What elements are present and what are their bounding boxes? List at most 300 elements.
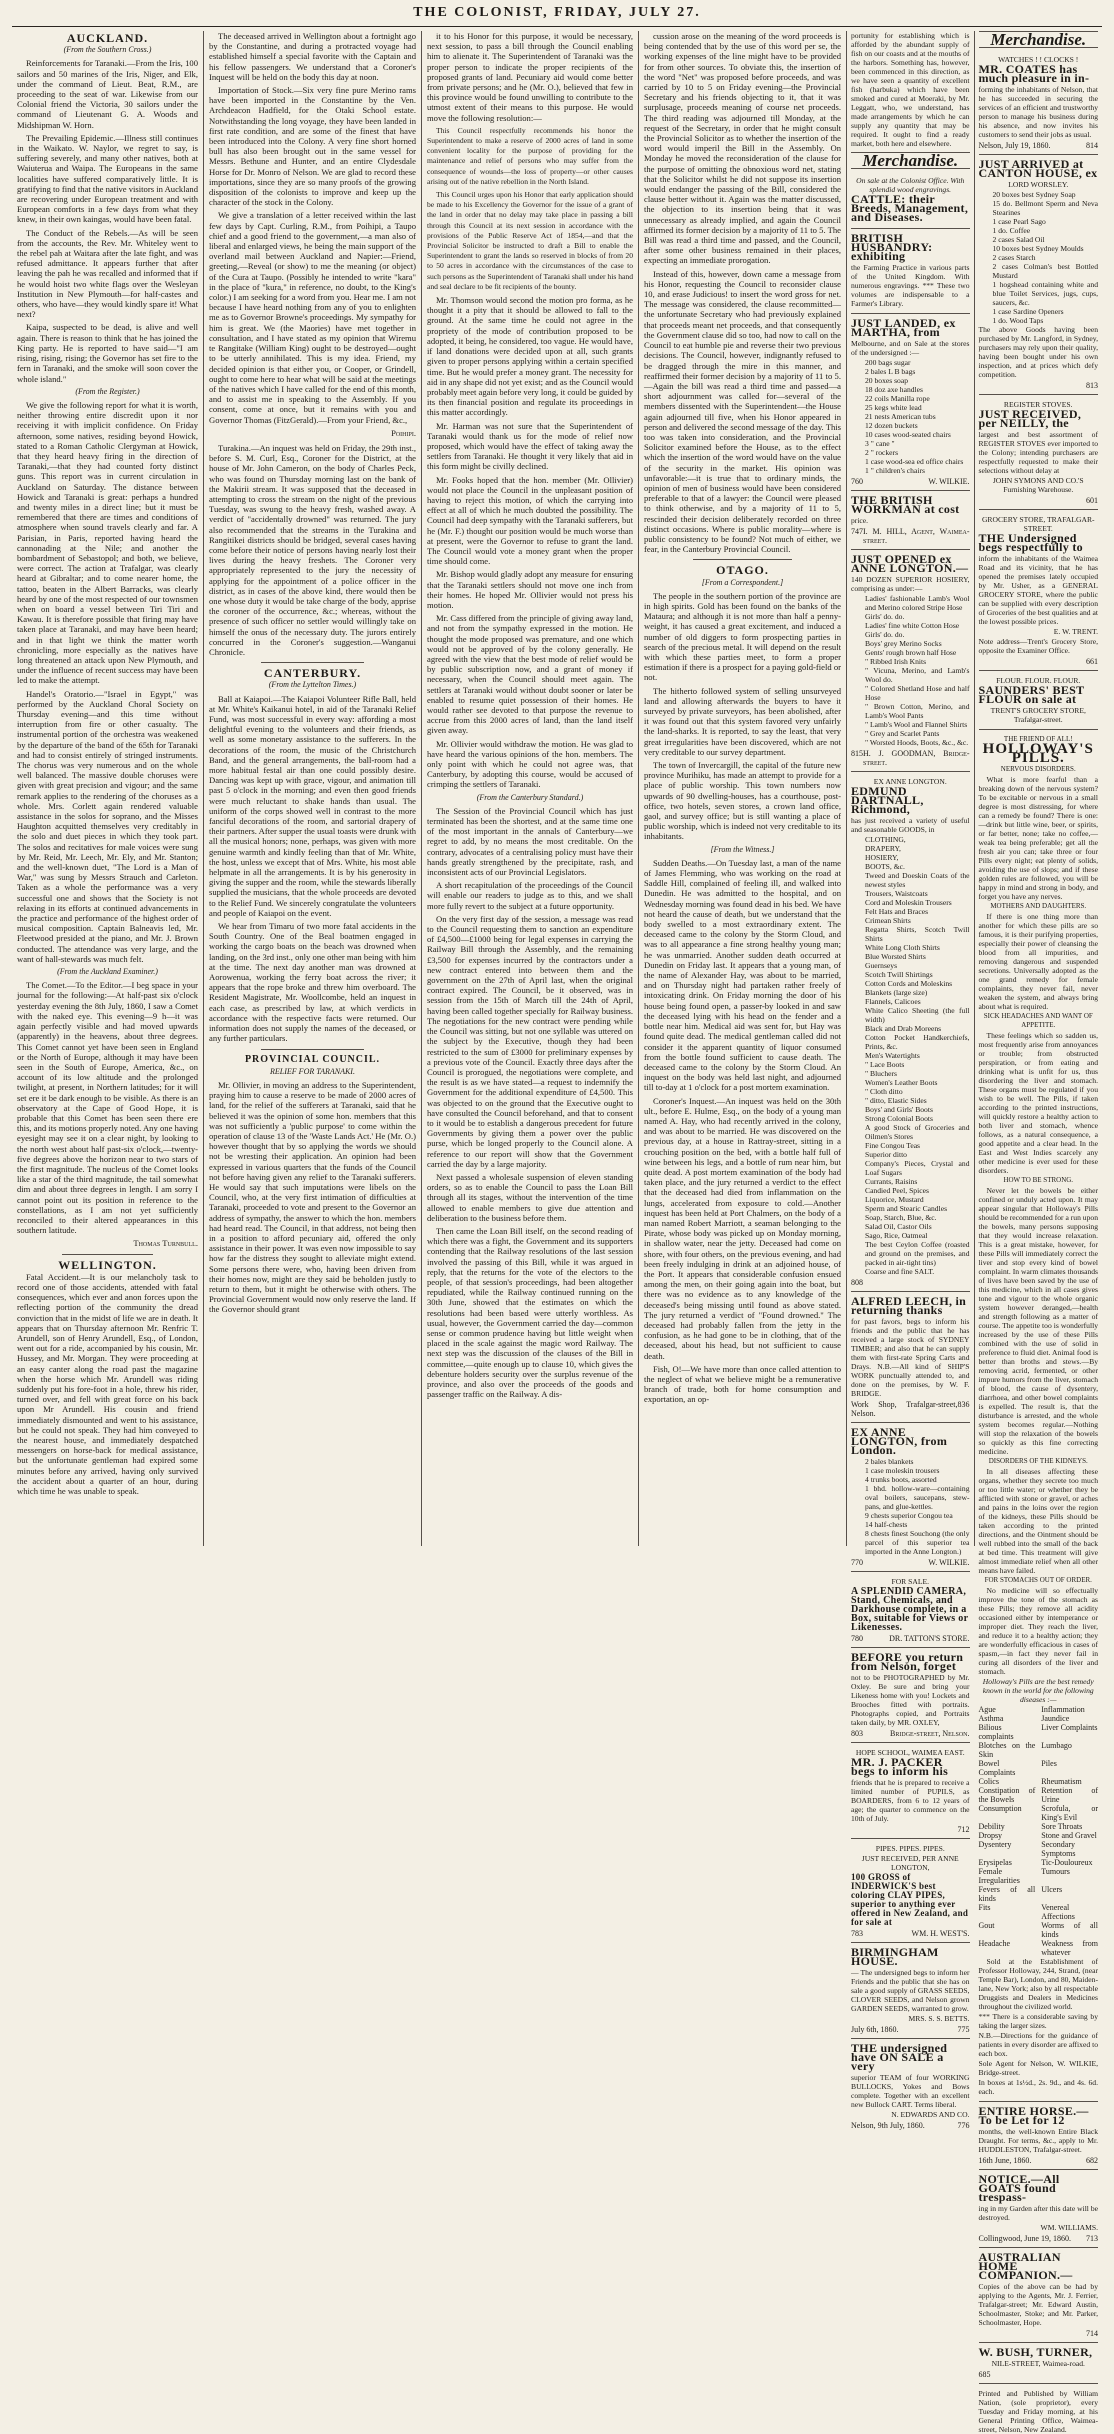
- ad-body: What is more fearful than a breaking down of the nervous system? To be excitable or nervous in a small degree is most distressing, for where can a remedy be found? There is one:—drink but little wine, beer, or spirits, or far better, none; take no coffee,—weak tea being preferable; get all the fresh air you can; take three or four Pills every night; eat plenty of solids, avoiding the use of slops; and if these golden rules are followed, you will be happy in mind and strong in body, and forget you have any nerves.: [978, 775, 1098, 901]
- list-item: Tweed and Doeskin Coats of the newest styles: [865, 871, 970, 889]
- ad-pre: FLOUR. FLOUR. FLOUR.: [996, 676, 1081, 685]
- list-item: Constipation of the Bowels: [978, 1786, 1036, 1804]
- source-line: (From the Lyttelton Times.): [268, 680, 357, 690]
- ad-grocery-store: [979, 512, 1099, 671]
- ad-pre: FOR SALE.: [891, 1577, 930, 1586]
- ad-number: 770: [851, 1558, 863, 1567]
- article-paragraph: The deceased arrived in Wellington about a fortnight ago by the Constantine, and during a protracted voyage had established himself a special favorite with the Captain and his fellow passengers. We understand that a Coroner's Inquest will be held on the body this day at noon.: [209, 31, 416, 82]
- list-item: Debility: [978, 1822, 1005, 1831]
- ad-body: Sold at the Establishment of Professor Holloway, 244, Strand, (near Temple Bar), London, and 80, Maiden-lane, New York; also by all respectable Druggists and Dealers in Medicines throughout the civilized world.: [978, 1957, 1098, 2011]
- list-item: Colics: [978, 1777, 999, 1786]
- ad-date: Collingwood, June 19, 1860.: [978, 2234, 1071, 2243]
- list-item: Ladies' fashionable Lamb's Wool and Merino colored Stripe Hose: [865, 594, 970, 612]
- ad-signature: WM. WILLIAMS.: [1040, 2223, 1098, 2232]
- ad-footer: [979, 2234, 1099, 2243]
- columns: [12, 30, 1102, 2434]
- article-paragraph: Mr. Cass differed from the principle of giving away land, and not from the sympathy expressed in the motion. He thought the mode proposed was premature, and one which would not be approved of by the colony generally. He agreed with the view that the best mode of relief would be by public subscription now, and a grant of money if necessary, when the Council should meet again. The settlers at Taranaki would without doubt sooner or later be enabled to resume quiet possession of their homes. He would rather see devoted to that purpose the revenue to accrue from this 2000 acres of land, than the land itself given away.: [427, 613, 633, 736]
- list-item: CLOTHING,: [865, 835, 906, 844]
- list-item: 14 half-chests: [865, 1520, 908, 1529]
- list-item: 1 " children's chairs: [865, 466, 925, 475]
- divider: [62, 1254, 153, 1255]
- section-title-wellington: WELLINGTON.: [58, 1257, 157, 1272]
- ad-body: price.: [851, 516, 869, 525]
- divider: [261, 662, 365, 663]
- list-item: Erysipelas: [978, 1858, 1012, 1867]
- ad-body: has just received a variety of useful and seasonable GOODS, in: [851, 816, 970, 834]
- list-item: 18 doz axe handles: [865, 385, 923, 394]
- source-line: (From the Auckland Examiner.): [57, 967, 158, 977]
- ad-signature: WM. H. WEST'S.: [911, 1929, 970, 1938]
- list-item: Gents' rough brown half Hose: [865, 648, 957, 657]
- list-item: 10 cases wood-seated chairs: [865, 430, 951, 439]
- list-item: Men's Watertights: [865, 1051, 920, 1060]
- list-item: Tic-Douloureux: [1041, 1858, 1093, 1867]
- ad-body: Sole Agent for Nelson, W. WILKIE, Bridge-street.: [978, 2059, 1098, 2077]
- ad-number: 776: [957, 2121, 970, 2130]
- list-item: 2 cases Starch: [992, 253, 1036, 262]
- list-item: Secondary Symptoms: [1041, 1840, 1076, 1858]
- resolution-text: This Council urges upon his Honor that early application should be made to his Excellency the Governor for the issue of a grant of the land in order that no delay may take place in passing a bill through this Council at its next session in accordance with the provisions of the Public Reserve Act of 1854,—and that the Provincial Solicitor be instructed to draft a Bill to enable the Superintendent to grant the lands so reserved in blocks of from 20 to 50 acres in accordance with the circumstances of the case to such persons as the Superintendent of Taranaki shall under his hand and seal declare to be fit recipients of the bounty.: [427, 190, 633, 291]
- ad-birmingham: [851, 1945, 970, 2039]
- ad-number: 780: [851, 1634, 863, 1643]
- ad-body: These feelings which so sadden us, most frequently arise from annoyances or trouble; from obstructed perspiration, or from eating and drinking what is unfit for us, thus disordering the liver and stomach. These organs must be regulated if you wish to be well. The Pills, if taken according to the printed instructions, will quickly restore a healthy action to both liver and stomach, whence follows, as a natural consequence, a good appetite and a clear head. In the East and West Indies scarcely any other medicine is ever used for these disorders.: [978, 1031, 1098, 1175]
- list-item: HOSIERY,: [865, 853, 899, 862]
- list-item: 8 chests finest Souchong (the only parcel of this superior tea imported in the Anne Longton.): [865, 1529, 970, 1556]
- ad-number: 714: [1086, 2329, 1098, 2338]
- list-item: Soap, Starch, Blue, &c.: [865, 1213, 937, 1222]
- list-item: Bowel Complaints: [978, 1759, 1016, 1777]
- column-4: [639, 31, 847, 1546]
- list-item: Gout: [978, 1921, 995, 1930]
- ad-subhead: MOTHERS AND DAUGHTERS.: [990, 902, 1087, 910]
- list-item: Cotton Pocket Handkerchiefs, Prints, &c.: [865, 1033, 970, 1051]
- ad-title: THE undersigned have ON SALE a very: [851, 2041, 948, 2073]
- list-item: Retention of Urine: [1041, 1786, 1098, 1804]
- article-paragraph: Mr. Thomson would second the motion pro forma, as he thought it a pity that it should be allowed to fall to the ground. At the same time he could not agree in the propriety of the mode of contribution proposed to be adopted, it being, he considered, too vague. He would have, if land donations were decided upon at all, such grants given to proper persons applying within a certain specified time. But he would prefer a money grant. The necessity for aid in any shape did not yet exist; and as the Council would probably meet again before very long, it could be guided by its then financial position and regulate its proceedings in this matter accordingly.: [427, 295, 633, 418]
- ad-number: 783: [851, 1929, 863, 1938]
- ad-number: 747: [851, 527, 863, 536]
- list-item: " Grey and Scarlet Pants: [865, 729, 940, 738]
- list-item: Salad Oil, Castor Oils: [865, 1222, 932, 1231]
- article-paragraph: Reinforcements for Taranaki.—From the Iris, 100 sailors and 50 marines of the Iris, Niger, and Elk, under the command of Lieut. Beat, R.M., are proceeding to the seat of war. Likewise from our Colonial friend the Victoria, 30 sailors under the command of Lieutenant G. A. Woods and Midshipman W. Horn.: [17, 58, 198, 130]
- ad-holloway: [979, 732, 1099, 2102]
- list-item: Ulcers: [1041, 1885, 1063, 1894]
- ad-signature: Work Shop, Trafalgar-street, Nelson.: [851, 1400, 958, 1418]
- ad-number: 815: [851, 749, 863, 758]
- ad-footer: [851, 1729, 970, 1738]
- list-item: Lumbago: [1041, 1741, 1072, 1750]
- ad-dartnall: [851, 774, 970, 1292]
- article-paragraph: Sudden Deaths.—On Tuesday last, a man of the name of James Flemming, who was working on the road at Saddle Hill, complained of feeling ill, and walked into Dunedin. He was admitted to the hospital, and on Wednesday morning was found dead in his bed. We have not heard the cause of death, but we understand that the body swelled to a most extraordinary extent. The deceased came to the colony by the Storm Cloud, and was to all appearance a fine strong healthy young man; he was unmarried. Another sudden death occurred at Dunedin on Friday last. It appears that a young man, of the name of Alexander Hay, was about to be married, and on Thursday night had partaken rather freely of intoxicating drink. On Friday morning the door of his house being found open, a passer-by looked in and saw the deceased lying with his head on the fender and a bottle near him. Medical aid was sent for, but Hay was found quite dead. The medical gentleman called did not consider it the apparent quantity of liquor consumed from the bottle found sufficient to cause death. The deceased came to the colony by the Storm Cloud. An inquest on the body was held last night, and adjourned till to-day at 1 o'clock for a post mortem examination.: [644, 857, 841, 1093]
- ad-number: 760: [851, 477, 863, 486]
- list-item: 9 chests superior Congou tea: [865, 1511, 953, 1520]
- article-paragraph: cussion arose on the meaning of the word proceeds is being contended that by the use of this word per se, the working expenses of the line might have to be provided for from other sources. To obviate this, the insertion of the word "Net" was proposed before proceeds, and was carried by 10 to 5 on Friday evening—the Provincial Secretary and his friends objecting to it, that it was surplusage, proceeds meaning of course net proceeds. The third reading was adjourned till Monday, at the request of the Secretary, in order that he might consult the Provincial Solicitor as to whether the insertion of the word would imperil the Bill in the Assembly. On Monday he moved the reconsideration of the clause for the purpose of omitting the obnoxious word net, stating that the Solicitor whilst he did not suppose its insertion would endanger the passing of the Bill, considered the clause better without it. Again was the matter discussed, the objection to its insertion being that it was unnecessary as already implied, and again the Council affirmed its former decision by a majority of 11 to 5. The Bill was read a third time and passed, and the Council, after some other business remained in their places, expecting an immediate prorogation.: [644, 31, 841, 266]
- ad-title: EDMUND DARTNALL, Richmond,: [851, 784, 924, 816]
- list-item: White Calico Sheeting (the full width): [865, 1006, 970, 1024]
- ad-signature: I. M. HILL, Agent, Waimea-street.: [863, 527, 970, 545]
- list-item: Boys' and Girls' Boots: [865, 1105, 933, 1114]
- ad-body: friends that he is prepared to receive a limited number of PUPILS, as BOARDERS, from 6 to 12 years of age; the quarter to commence on the 10th of July.: [851, 1778, 970, 1823]
- list-item: Black and Drab Moreens: [865, 1024, 942, 1033]
- ad-number: 712: [957, 1825, 970, 1834]
- ad-signature: Bridge-street, Nelson.: [890, 1729, 970, 1738]
- list-item: Ladies' fine white Cotton Hose: [865, 621, 960, 630]
- article-paragraph: Fatal Accident.—It is our melancholy task to record one of those accidents, attended with fatal consequences, which ever and anon forces upon the reflecting portion of the community the dread conviction that in the midst of life we are in death. It appears that on Thursday afternoon Mr. Renfric T. Arundell, son of Henry Arundell, Esq., of London, went out for a ride, accompanied by his cousin, Mr. Hussey, and Mr. Morgan. They were proceeding at an easy canter along the road past the magazine when the horse which Mr. Arundell was riding suddenly put his fore-foot in a hole, threw his rider, turned over, and fell with great force on his back upon Mr Arundell. His cousin and friend immediately dismounted and went to his assistance, but he could not speak. They had him conveyed to the nearest house, and immediately despatched messengers on horse-back for medical assistance, but the unfortunate gentleman had expired some minutes before any arrived, having only survived the accident about a quarter of an hour, during which time he was unable to speak.: [17, 1271, 198, 1497]
- ad-date: July 6th, 1860.: [851, 2025, 899, 2034]
- ads-left: [847, 31, 975, 2130]
- list-item: Ague: [978, 1705, 996, 1714]
- column-1: [12, 31, 204, 1546]
- ad-pre: REGISTER STOVES.: [1003, 400, 1073, 409]
- list-item: 2 cases Salad Oil: [992, 235, 1045, 244]
- list-item: Weakness from whatever: [1041, 1939, 1098, 1957]
- list-item: Girls' do. do.: [865, 630, 905, 639]
- list-item: 4 trunks boots, assorted: [865, 1475, 937, 1484]
- list-item: 1 do. Wood Taps: [992, 316, 1044, 325]
- source-line: [From a Correspondent.]: [701, 577, 784, 587]
- list-item: Blotches on the Skin: [978, 1741, 1036, 1759]
- article-paragraph: Turakina.—An inquest was held on Friday, the 29th inst., before S. M. Curl, Esq., Coroner for the District, at the house of Mr. John Cameron, on the body of Charles Peck, who was found on Thursday morning last on the bank of the Makirii stream. It was supposed that the deceased in attempting to cross the stream on the night of the previous Tuesday, was swung to the heavy fresh, washed away. A verdict of "accidentally drowned" was returned. The jury also recommended that the streams in the Turakina and Rangitikei districts should be bridged, several cases having come before their notice of persons having nearly lost their lives during the heavy freshets. The Coroner very appropriately represented to the jury the necessity of applying for the appointment of a police officer in the district, as in cases of the above kind, there would then be one whose duty it would be take charge of the body, apprise the coroner of the occurrence, &c.; whereas, without the presence of such officer no settler would willingly take on himself the onus of the necessary duty. The jurors entirely concurred in the Coroner's suggestion.—Wanganui Chronicle.: [209, 442, 416, 657]
- ad-footer: [851, 2121, 970, 2130]
- ad-signature: JOHN SYMONS AND CO.'S Furnishing Warehouse.: [992, 476, 1084, 494]
- goods-list: [851, 594, 970, 747]
- article-paragraph: A short recapitulation of the proceedings of the Council will enable our readers to judge as to this, and we shall more fully revert to the subject at a future opportunity.: [427, 880, 633, 911]
- list-item: " Vicuna, Merino, and Lamb's Wool do.: [865, 666, 970, 684]
- ad-footer: [979, 2156, 1099, 2165]
- ad-pre: EX ANNE LONGTON.: [873, 777, 947, 786]
- ad-home-companion: [979, 2250, 1099, 2343]
- ad-title: NOTICE.—All GOATS found trespass-: [978, 2172, 1060, 2204]
- ad-number: 682: [1086, 2156, 1098, 2165]
- article-paragraph: The Comet.—To the Editor.—I beg space in your journal for the following:—At half-past six o'clock yesterday evening the 8th July, 1860, I saw a Comet with the naked eye. This evening—9 h—it was again perfectly visible and had moved upwards (apparently) in the heavens, about three degrees. This Comet cannot yet have been seen in England or the North of Europe, although it may have been seen in the South of Europe, America, &c., on account of its low altitude and the prolonged twilight, at present, in Northern latitudes; for it will set ere it be dark enough to be visible. As there is an observatory at the Cape of Good Hope, it is probable that this Comet has been seen there ere this, and its motions properly noted. Any one having eyesight may see it on a clear night, by looking to the north west about half past-six o'clock,—twenty-five degrees above the horizon near to two stars of the first magnitude. The nucleus of the Comet looks like a star of the third magnitude, the tail somewhat dim and about three degrees in length. I am sorry I cannot point out its position in reference to the constellations, as I am not yet sufficiently reconciled to their altered appearances in this southern latitude.: [17, 980, 198, 1236]
- ad-longton-london: [851, 1425, 970, 1572]
- ad-number: 813: [1086, 381, 1098, 390]
- article-paragraph: Fish, O!—We have more than once called attention to the neglect of what we believe might be a remunerative branch of trade, both for home consumption and exportation, an op-: [644, 1363, 841, 1405]
- list-item: Liquorice, Mustard: [865, 1195, 924, 1204]
- ad-hosiery: [851, 552, 970, 772]
- article-paragraph: The Session of the Provincial Council which has just terminated has been the shortest, and at the same time one of the most important in the annals of Canterbury—we regret to add, by no means the most creditable. On the contrary, advocates of a centralising policy must have their hands greatly strengthened by the precipitate, rash, and inconsistent acts of our Provincial Legislators.: [427, 805, 633, 878]
- list-item: Women's Leather Boots: [865, 1078, 938, 1087]
- article-paragraph: Importation of Stock.—Six very fine pure Merino rams have been imported in the Constantine by the Ven. Archdeacon Hadfield, for the Otaki School estate. Notwithstanding the long voyage, they have been landed in first rate condition, and are some of the finest that have been introduced into the Colony. A very fine short horned bull has also been brought out in the same vessel for Messrs. Bethune and Hunter, and an entire Clydesdale Horse for Dr. Monro of Nelson. We are glad to record these importations, since they are so many proofs of the growing disposition of the colonists to improve and keep up the character of the stock in the Colony.: [209, 85, 416, 208]
- ad-number: 803: [851, 1729, 863, 1738]
- list-item: " Lace Boots: [865, 1060, 905, 1069]
- list-item: Jaundice: [1041, 1714, 1070, 1723]
- ad-number: 775: [957, 2025, 970, 2034]
- ad-body: NILE-STREET, Waimea-road.: [991, 2359, 1085, 2368]
- list-item: Worms of all kinds: [1041, 1921, 1098, 1939]
- disease-list: [979, 1705, 1099, 1957]
- ad-cattle: [851, 173, 970, 229]
- ad-bullocks: [851, 2041, 970, 2134]
- ad-signature: H. J. GOODMAN, Bridge-street.: [863, 749, 970, 767]
- list-item: Headache: [978, 1939, 1011, 1948]
- list-item: Regatta Shirts, Scotch Twill Shirts: [865, 925, 970, 943]
- ad-body: In all diseases affecting these organs, whether they secrete too much or too little water; or whether they be afflicted with stone or gravel, or aches and pains in the loins over the region of the kidneys, these Pills should be taken according to the printed directions, and the Ointment should be well rubbed into the small of the back at bed time. This treatment will give almost immediate relief when all other means have failed.: [978, 1467, 1098, 1575]
- list-item: 10 boxes best Sydney Moulds: [992, 244, 1084, 253]
- list-item: Blue Worsted Shirts: [865, 952, 926, 961]
- source-line: (From the Register.): [75, 386, 140, 396]
- ad-camera: [851, 1574, 970, 1648]
- ad-subhead: HOW TO BE STRONG.: [1003, 1176, 1074, 1184]
- ad-pre: WATCHES ! ! CLOCKS !: [998, 55, 1079, 64]
- ad-coates: [979, 52, 1099, 155]
- source-line: (From the Southern Cross.): [63, 45, 152, 55]
- ad-body: not to be PHOTOGRAPHED by Mr. Oxley. Be sure and bring your Likeness home with you! Lockets and Brooches fitted with portraits. Photographs copied, and Portraits taken daily, by MR. OXLEY,: [851, 1673, 970, 1727]
- list-item: 20 boxes best Sydney Soap: [992, 190, 1076, 199]
- list-item: 200 bags sugar: [865, 358, 911, 367]
- ad-entire-horse: [979, 2104, 1099, 2170]
- list-item: 2 cases Colman's best Bottled Mustard: [992, 262, 1098, 280]
- signature: Thomas Turnbull.: [133, 1238, 198, 1249]
- section-title-auckland: AUCKLAND.: [66, 31, 149, 45]
- ads-right: [975, 30, 1103, 2434]
- ad-signature: W. WILKIE.: [928, 477, 970, 486]
- ad-footer: [979, 141, 1099, 150]
- list-item: 21 nests American tubs: [865, 412, 936, 421]
- article-paragraph: Coroner's Inquest.—An inquest was held on the 30th ult., before E. Hulme, Esq., on the body of a young man named A. Hay, who had recently arrived in the colony, and was about to be married. He was discovered on the previous day, at a house in Rattray-street, sitting in a crouching position on the bed, with a bottle half full of wine between his legs, and a bottle of rum near him, but quite dead. A post mortem examination of the body had taken place, and the jury returned a verdict to the effect that the deceased had died from inflammation on the lungs, accelerated from exposure to cold.—Another inquest has been held at Port Chalmers, on the body of a man named Robert Marriott, a seaman belonging to the Pirate, whose body was picked up on Monday morning, in shallow water, near the jetty. Deceased had come on shore, with four others, on the previous evening, and had been freely indulging in drink at an adjoined house, of the Port. It appears that considerable confusion ensued among the men, on their going again into the boat, but there was no evidence as to any knowledge of the deceased's being missing until found as above stated. The jury returned a verdict of "Found drowned." The deceased had probably fallen from the jetty in the confusion, as he had gone to be in clothing, that of the deceased, about his head, but not sufficient to cause death.: [644, 1095, 841, 1361]
- source-line: (From the Canterbury Standard.): [476, 792, 584, 802]
- ad-body: On sale at the Colonist Office. With splendid wood engravings.: [856, 176, 965, 194]
- article-paragraph: We give a translation of a letter received within the last few days by Capt. Curling, R.M., from Poihipi, a Taupo chief and a good friend to the government,—a man also of liberal and enlarged views, he being the main support of the overland mail between Auckland and Napier:—Friend, greeting,—Reveal (or show) to me the meaning (or object) of the Cura at Taupo. (Possibly he intended to write "kara" in the place of "kura," in reference, no doubt, to the King's color.) I am seeking for a word from you. Hear me. I am not because I have heard nothing from any of you to enlighten me as to Governor Browne's proceedings. My sympathy for him is great. We (the Maories) have met together in consultation, and I have stated as my opinion that Wiremu te Rangitake (William King) ought to be destroyed—ought to be utterly annihilated. This is my idea. Friend, my decided opinion is that either you, or Cooper, or Grindell, ought to come here to hear what will be said at the meetings of the natives which I have called for the end of this month, and to assist me in speaking to the Assembly. If you consent, come at once, but it remains with you and Governor Thomas (FitzGerald).—From your Friend, &c.,: [209, 210, 416, 425]
- ad-body: inform the inhabitants of the Waimea Road and its vicinity, that he has opened the premises lately occupied by Mr. Usher, as a GENERAL GROCERY STORE, where the public can be supplied with every description of Groceries of the best qualities and at the lowest possible prices.: [978, 554, 1098, 626]
- section-title-otago: OTAGO.: [716, 563, 769, 578]
- goods-list: [851, 835, 970, 1276]
- ad-number: 836: [957, 1400, 970, 1409]
- ad-flour: [979, 673, 1099, 730]
- ad-bush-turner: [979, 2345, 1099, 2384]
- ad-body: forming the inhabitants of Nelson, that he has succeeded in securing the services of an efficient and trustworthy person to manage his business during his absence, and now invites his customers to send their jobs as usual.: [978, 85, 1098, 139]
- article-paragraph: The Conduct of the Rebels.—As will be seen from the accounts, the Rev. Mr. Whiteley went to the rebel pah at Waitara after the late fight, and was refused admittance. It appears further that after leaving the pah he was recalled and informed that if he would hoist two white flags over the Wesleyan Institution in New Plymouth—for half-castes and others, who have—they would kindly spare it! What next?: [17, 227, 198, 320]
- ad-body: In boxes at 1s½d., 2s. 9d., and 4s. 6d. each.: [978, 2078, 1098, 2096]
- list-item: Bilious complaints: [978, 1723, 1014, 1741]
- list-item: Tumours: [1041, 1867, 1070, 1876]
- ad-body: LORD WORSLEY.: [1008, 180, 1069, 189]
- article-paragraph: The town of Invercargill, the capital of the future new province Murihiku, has made an attempt to provide for a place of public worship. This town numbers now upwards of 90 dwelling-houses, has a courthouse, post-office, two hotels, seven stores, a crown land office, gaol, and survey office; but is still wanting a place of public worship, which is indeed not very creditable to its inhabitants.: [644, 760, 841, 842]
- list-item: 12 dozen buckets: [865, 421, 918, 430]
- list-item: Venereal Affections: [1041, 1903, 1075, 1921]
- ad-date: 16th June, 1860.: [978, 2156, 1032, 2165]
- resolution-text: This Council respectfully recommends his honor the Superintendent to make a reserve of 2000 acres of land in some convenient locality for the purpose of providing for the maintenance and relief of persons who may suffer from the consequence of wounds—the loss of property—or other causes arising out of the native rebellion in the North Island.: [427, 125, 633, 186]
- list-item: 2 " rockers: [865, 448, 899, 457]
- article-paragraph: Handel's Oratorio.—"Israel in Egypt," was performed by the Auckland Choral Society on Thursday evening—and this time without interruption from fire or other casualty. The instrumental portion of the orchestra was weakened by the departure of the band of the 65th for Taranaki and had to consist entirely of stringed instruments. The chorus was very numerous and on the whole well balanced. The massive double choruses were given with great precision and vigour; and the same remark applies to the rendering of the choruses as a whole. Mrs. Corlett again rendered valuable assistance in the solos for soprano, and the Misses Haughton acquitted themselves very creditably in the solo and duet pieces in which they took part. The solos and recitatives for male voices were sung by Mr. Reid, Mr. Leech, Mr. Ely, and Mr. Stanton; and the well-known duet, "The Lord is a Man of War," was sung by Messrs Strauch and Carleton. Taken as a whole the performance was a very successful one and shows that the Society is not relaxing in its efforts at continued advancements in the practice and performance of the highest order of musical composition. Captain Balneavis led, Mr. Fleetwood presided at the piano, and Mr. J. Brown conducted. The attendance was very large, and the want of hall-stewards was much felt.: [17, 688, 198, 964]
- list-item: " Lamb's Wool and Flannel Shirts: [865, 720, 968, 729]
- ad-number: 814: [1086, 141, 1098, 150]
- ad-body: months, the well-known Entire Black Draught. For terms, &c., apply to Mr. HUDDLESTON, Trafalgar-street.: [978, 2127, 1098, 2154]
- ad-body: ing in my Garden after this date will be destroyed.: [978, 2204, 1098, 2222]
- ad-subhead: DISORDERS OF THE KIDNEYS.: [988, 1457, 1088, 1465]
- ad-title: EX ANNE LONGTON, from London.: [851, 1425, 948, 1457]
- list-item: Fevers of all kinds: [978, 1885, 1036, 1903]
- ad-signature: W. WILKIE.: [928, 1558, 970, 1567]
- ad-pre: THE FRIEND OF ALL!: [1003, 735, 1073, 743]
- list-item: 3 " cane ": [865, 439, 895, 448]
- ad-footer: [979, 2329, 1099, 2338]
- list-item: Cord and Moleskin Trousers: [865, 898, 952, 907]
- ad-title: JUST RECEIVED, per NEILLY, the: [978, 407, 1082, 430]
- list-item: Stone and Gravel: [1041, 1831, 1097, 1840]
- ad-body: largest and best assortment of REGISTER STOVES ever imported to the Colony; intending purchasers are respectfully requested to make their selections without delay at: [978, 430, 1098, 475]
- ad-british-workman: [851, 493, 970, 550]
- ad-husbandry: [851, 231, 970, 314]
- ad-body: superior TEAM of four WORKING BULLOCKS, Yokes and Bows complete. Together with an excellent new Bullock CART. Terms liberal.: [851, 2073, 970, 2109]
- list-item: Girls' do. do.: [865, 612, 905, 621]
- ad-body: — The undersigned begs to inform her Friends and the public that she has on sale a good supply of GRASS SEEDS, CLOVER SEEDS, and Nelson grown GARDEN SEEDS, warranted to grow.: [851, 1968, 970, 2013]
- ad-body: The above Goods having been purchased by Mr. Langford, in Sydney, purchasers may rely upon their quality, having been bought under his own inspection, and at prices which defy competition.: [978, 325, 1098, 379]
- list-item: Scrofula, or King's Evil: [1041, 1804, 1098, 1822]
- ad-body: If there is one thing more than another for which these pills are so famous, it is their purifying properties, especially their power of cleansing the blood from all impurities, and removing dangerous and suspended secretions. Universally adopted as the one grand remedy for female complaints, they never fail, never weaken the system, and always bring about what is required.: [978, 912, 1098, 1011]
- list-item: Rheumatism: [1041, 1777, 1082, 1786]
- list-item: Piles: [1041, 1759, 1057, 1768]
- ad-pre: GROCERY STORE, TRAFALGAR-STREET.: [981, 515, 1095, 533]
- article-paragraph: Instead of this, however, down came a message from his Honor, requesting the Council to reconsider clause 10, and erase Judicious! to insert the word gross for net. The message was considered, the clause recommitted—the unfortunate Secretary who had previously explained that proceeds meant net proceeds, and that consequently the Government clause did so too, had now to call on the Council to eat humble pie and reverse their two previous decisions. The Council, however, indignantly refused to be dragged through the mire in this manner, and reaffirmed their former decision by a majority of 11 to 5.—Again the bill was read a third time and passed—a short adjournment was called for—several of the members dissented with the Superintendent—the House again adjourned till five, when his Honor appeared in person and delivered the second message of the day. This too was taken into consideration, and the Provincial Solicitor examined before the House, as to the effect which the insertion of the word would have on the value of the security in the market. His opinion was unfavorable:—it is true that to ordinary minds, the opinion of men of business would have been considered preferable to that of a lawyer: the Council were pleased to think otherwise, and by a majority of 11 to 5, rescinded their decision deliberately recorded on three distinct occasions. Where is public morality—where is public consistency to be found? Not much of either, we fear, in the Canterbury Provincial Council.: [644, 268, 841, 555]
- ad-register-stoves: [979, 397, 1099, 510]
- ad-body: No medicine will so effectually improve the tone of the stomach as these Pills; they remove all acidity occasioned either by intemperance or improper diet. They reach the liver, and reduce it to a healthy action; they are wonderfully efficacious in cases of spasm,—in fact they never fail in curing all disorders of the liver and stomach.: [978, 1586, 1098, 1676]
- ad-note: Note address—Trent's Grocery Store, opposite the Examiner Office.: [978, 637, 1098, 655]
- ad-signature: MRS. S. S. BETTS.: [908, 2014, 970, 2023]
- article-paragraph: Kaipa, suspected to be dead, is alive and well again. There is reason to think that he has joined the King party. He is reported to have said—"I am rising, rising, rising; the Governor has set fire to the fern in Taranaki, and the smoke will soon cover the whole island.": [17, 322, 198, 384]
- list-item: Crimean Shirts: [865, 916, 911, 925]
- list-item: The best Ceylon Coffee (roasted and ground on the premises, and packed in air-tight tins): [865, 1240, 970, 1267]
- list-item: 22 coils Manilla rope: [865, 394, 930, 403]
- ad-footer: [979, 2370, 1099, 2379]
- article-paragraph: On the very first day of the session, a message was read to the Council requesting them to sanction an expenditure of £4,500—£1000 being for legal expenses in carrying the Railway Bill through the Assembly, and the remaining £3,500 for expenses incurred by the contractors under a new contract entered into between them and the government on the 27th of April last, when the original contract expired. The Council, be it observed, was in session from the 15th of March till the 24th of April, having been called together specially for Railway business. The negotiations for the new contract were pending while the Council was sitting, but not one syllable was uttered on the subject by the Executive, though they had been restricted to the sum of £3000 for preliminary expenses by a previous vote of the Council. Exactly three days after the Council is prorogued, the negotiations were complete, and the result is as we have stated—a request to indemnify the Government for the additional expenditure of £4,500. This was objected to on the ground that the Executive ought to have consulted the Council beforehand, and that to consent to it would be to establish a dangerous precedent for future Governments by giving them a power over the public purse, which be longed properly to the Council alone. A reference to our report will show that the Government carried the day by a large majority.: [427, 913, 633, 1169]
- list-item: " Worsted Hoods, Boots, &c., &c.: [865, 738, 969, 747]
- ad-date: Nelson, July 19, 1860.: [978, 141, 1051, 150]
- list-item: Guernseys: [865, 961, 898, 970]
- list-item: 1 case Sardine Openers: [992, 307, 1064, 316]
- ad-footer: [851, 477, 970, 486]
- ad-goats: [979, 2172, 1099, 2248]
- merchandise-heading: Merchandise.: [851, 152, 970, 169]
- list-item: 2 bales L B bags: [865, 367, 916, 376]
- list-item: 1 bhd. hollow-ware—containing oval boilers, saucepans, stew-pans, and glue-kettles.: [865, 1484, 970, 1511]
- article-paragraph: Ball at Kaiapoi.—The Kaiapoi Volunteer Rifle Ball, held at Mr. White's Kaikanui hotel, in aid of the Taranaki Relief Fund, was most successful in every way: affording a most delightful evening to the volunteers and their friends, as well as some monetary assistance to the sufferers. In the decorations of the room, the music of the Christchurch Band, and the general arrangements, the ball-room had a more habitual festal air than one could possibly desire. Dancing was kept up with grace, vigour, and animation till past 5 o'clock in the morning; and even then good friends were much reluctant to shake hands than usual. The uniform of the corps showed well in contrast to the more fanciful decorations of the room, and sartorial drapery of their partners. After supper the usual toasts were drunk with all the musical honors; none, perhaps, was given with more genuine warmth and kindly feeling than that of Mr. White, the host, unless we except that of Mrs. White, his most able helpmate in all the arrangements. It is by his generosity in giving the supper and the room, while the stewards liberally supplied the musicians, that the whole proceeds are devoted to the Relief Fund. We sincerely congratulate the volunteers and people of Kaiapoi on the event.: [209, 693, 416, 918]
- ad-title: THE BRITISH WORKMAN at cost: [851, 493, 960, 516]
- list-item: Fine Congou Teas: [865, 1141, 921, 1150]
- ad-footer: [979, 381, 1099, 390]
- ad-title: AUSTRALIAN HOME COMPANION.—: [978, 2250, 1073, 2282]
- ad-title: A SPLENDID CAMERA, Stand, Chemicals, and Darkhouse complete, in a Box, suitable for Views or Likenesses.: [851, 1586, 969, 1633]
- goods-list: [851, 1457, 970, 1556]
- list-item: Strong Colonial Boots: [865, 1114, 933, 1123]
- list-item: Sore Throats: [1041, 1822, 1083, 1831]
- ad-body: N.B.—Directions for the guidance of patients in every disorder are affixed to each box.: [978, 2031, 1098, 2058]
- list-item: 1 hogshead containing white and blue Toilet Services, jugs, cups, saucers, &c.: [992, 280, 1098, 307]
- list-item: 1 do. Coffee: [992, 226, 1031, 235]
- ad-subhead: NERVOUS DISORDERS.: [1000, 765, 1076, 773]
- list-item: 25 kegs white lead: [865, 403, 922, 412]
- list-item: Coarse and fine SALT.: [865, 1267, 935, 1276]
- divider: [693, 559, 792, 560]
- ad-leech: [851, 1294, 970, 1423]
- section-title-canterbury: CANTERBURY.: [263, 666, 362, 681]
- ad-title: MR. COATES has much pleasure in in-: [978, 62, 1090, 85]
- ad-pre: HOPE SCHOOL, WAIMEA EAST.: [855, 1748, 965, 1757]
- ad-title: JUST ARRIVED at CANTON HOUSE, ex: [978, 157, 1098, 180]
- list-item: Liver Complaints: [1041, 1723, 1098, 1732]
- ad-date: Nelson, 9th July, 1860.: [851, 2121, 925, 2130]
- merchandise-heading: Merchandise.: [979, 31, 1099, 48]
- ad-body: TRENT'S GROCERY STORE, Trafalgar-street.: [990, 706, 1086, 724]
- subheading: RELIEF FOR TARANAKI.: [270, 1066, 355, 1076]
- goods-list: [851, 358, 970, 475]
- list-item: " Colored Shetland Hose and half Hose: [865, 684, 970, 702]
- article-paragraph: The people in the southern portion of the province are in high spirits. Gold has been found on the banks of the Mataura; and although it is not more than half a penny-weight, it has caused a great excitement, and induced a number of old diggers to form prospecting parties in search of the precious metal. It will depend on the result with which these parties meet, to form a proper estimation if there is a prospect for a paying gold-field or not.: [644, 590, 841, 683]
- article-paragraph: We give the following report for what it is worth, neither throwing entire discredit upon it nor receiving it with implicit confidence. On Friday afternoon, some natives, residing beyond Howick, stated to a Roman Catholic Clergyman at Howick, that they heard heavy firing in the direction of Taranaki,—that they had counted forty distinct guns. This report was in current circulation in Auckland on Saturday. The distance between Howick and Taranaki is great: perhaps a hundred and twenty miles in a direct line; but it must be remembered that there are times and conditions of atmosphere when sound travels clearly and far. A Parisian, in Paris, reported having heard the cannonading at the Nile; and another the bombardment of Sebastopol; and both, we believe, were correct. The action at Trafalgar, was clearly heard at Gibraltar; and to come nearer home, the tattoo, beaten in the Albert Barracks, was clearly heard by one of the most respected of our townsmen when on board a vessel between Tiri Tiri and Kawau. It is therefore possible that firing may have taken place at Taranaki, and may have been heard; and in that light we think the matter worth chronicling, more especially as the natives have long threatened an attack upon New Plymouth, and under the influence of recent success may have been led to make the attempt.: [17, 399, 198, 686]
- list-item: 15 do. Bellmont Sperm and Neva Stearines: [992, 199, 1098, 217]
- ad-title: HOLLOWAY'S PILLS.: [982, 741, 1094, 766]
- ad-title: SAUNDERS' BEST FLOUR on sale at: [978, 683, 1085, 706]
- list-item: White Long Cloth Shirts: [865, 943, 940, 952]
- ad-subhead: FOR STOMACHS OUT OF ORDER.: [984, 1576, 1092, 1584]
- ad-footer: [851, 1558, 970, 1567]
- ad-footer: [851, 1400, 970, 1418]
- ad-title: CATTLE: their Breeds, Management, and Diseases.: [851, 192, 969, 224]
- ad-number: 685: [978, 2370, 991, 2379]
- list-item: Female Irregularities: [978, 1867, 1020, 1885]
- list-item: 2 bales blankets: [865, 1457, 914, 1466]
- list-item: " Brown Cotton, Merino, and Lamb's Wool Pants: [865, 702, 970, 720]
- ad-title: W. BUSH, TURNER,: [978, 2345, 1093, 2359]
- ad-title: THE Undersigned begs respectfully to: [978, 531, 1083, 554]
- ad-title: BIRMINGHAM HOUSE.: [851, 1945, 939, 1968]
- list-item: Dropsy: [978, 1831, 1003, 1840]
- article-paragraph: The Prevailing Epidemic.—Illness still continues in the Waikato. W. Naylor, we regret to say, is suffering severely, and many other natives, both at Waiuterua and Waipa. The Europeans in the same localities have suffered comparatively little. It is gratifying to find that the native visitors in Auckland are recovering under European treatment and with European comforts in a few days from what they knew, in their own kaingas, would have been fatal.: [17, 132, 198, 225]
- list-item: Candied Peel, Spices: [865, 1186, 929, 1195]
- ad-signature: E. W. TRENT.: [1053, 627, 1098, 636]
- list-item: Blankets (large size): [865, 988, 928, 997]
- list-item: Dysentery: [978, 1840, 1012, 1849]
- ad-packer: [851, 1745, 970, 1839]
- printer-imprint: Printed and Published by William Nation, (sole proprietor), every Tuesday and Friday morning, at his General Printing Office, Waimea-street, Nelson, New Zealand.: [978, 2389, 1098, 2434]
- ad-title: JUST LANDED, ex MARTHA, from: [851, 316, 956, 339]
- ad-number: 661: [1086, 657, 1098, 666]
- article-paragraph: Mr. Harman was not sure that the Superintendent of Taranaki would thank us for the mode of relief now proposed, which would have the effect of taking away the settlers from Taranaki. He thought it very likely that aid in this form might be civilly declined.: [427, 420, 633, 472]
- list-item: Flannels, Calicoes: [865, 997, 921, 1006]
- list-item: Felt Hats and Braces: [865, 907, 929, 916]
- list-item: " Cloth ditto: [865, 1087, 903, 1096]
- ad-footer: [979, 496, 1099, 505]
- section-title-provincial-council: PROVINCIAL COUNCIL.: [244, 1053, 381, 1065]
- source-line: [From the Witness.]: [710, 844, 775, 854]
- column-3: [422, 31, 639, 1546]
- list-item: Boys' grey Merino Socks: [865, 639, 942, 648]
- ad-footer: [851, 1278, 970, 1287]
- ad-footer: [851, 749, 970, 767]
- ad-footer: [851, 1825, 970, 1834]
- list-item: Asthma: [978, 1714, 1004, 1723]
- ad-martha: [851, 316, 970, 491]
- article-paragraph: Mr. Ollivier, in moving an address to the Superintendent, praying him to cause a reserve to be made of 2000 acres of land, for the relief of the sufferers at Taranaki, said that he believed it was the opinion of some hon. members that this was not sufficiently a 'public purpose' to come within the operation of clause 13 of the 'Waste Lands Act.' He (Mr. O.) however thought that by so applying the words we should not be wresting their application. An opinion had been expressed in various quarters that the funds of the Council not before having given any relief to the Taranaki sufferers. He would say that such imputations were libels on the Council, who, at the very first intimation of difficulties at Taranaki, proceeded to vote and present to the Governor an address of sympathy, the answer to which the hon. members had heard read. The Council, in that address, not being then in a position to afford pecuniary aid, offered the only assistance in their power. It was even now impossible to say how far the distress they sought to alleviate might extend. Some persons there were, who, having been driven from their homes now, might are they said be beholden justly to return to them, but it might be otherwise with others. The Provincial Government would now only reserve the land. If the Governor should grant: [209, 1079, 416, 1315]
- list-item: 20 boxes soap: [865, 376, 909, 385]
- divider: [261, 1049, 365, 1050]
- list-item: Fits: [978, 1903, 991, 1912]
- list-item: Sperm and Stearic Candles: [865, 1204, 948, 1213]
- ad-subhead: SICK HEADACHES AND WANT OF APPETITE.: [983, 1012, 1093, 1029]
- article-paragraph: it to his Honor for this purpose, it would be necessary, next session, to pass a bill through the Council enabling him to alienate it. The Superintendent of Taranaki was the proper person to indicate the proper recipients of the proposed grants of land. Pecuniary aid would come better from private persons; and he (Mr. O.), believed that few in this province would be found unwilling to contribute to the utmost extent of their means to this purpose. He would move the following resolution:—: [427, 31, 633, 123]
- article-paragraph: Mr. Fooks hoped that the hon. member (Mr. Ollivier) would not place the Council in the unpleasant position of having to reject this motion, of which the carrying into effect at all of which he much doubted the possibility. The Council had deep sympathy with the Taranaki sufferers, but he (Mr. F.) thought our position would be much worse than at present, were the Governor to refuse to grant the land. The Council would vote a money grant when the proper time should come.: [427, 474, 633, 567]
- ad-footer: [851, 1929, 970, 1938]
- ad-body: Copies of the above can be had by applying to the Agents, Mr. J. Ferrier, Trafalgar-street; Mr. Edward Austin, Schoolmaster, Stoke; and Mr. Parker, Schoolmaster, Hope.: [978, 2282, 1098, 2327]
- ad-number: 713: [1086, 2234, 1098, 2243]
- list-item: Sago, Rice, Oatmeal: [865, 1231, 928, 1240]
- ad-body: Melbourne, and on Sale at the stores of the undersigned :—: [851, 339, 970, 357]
- ad-sub: JUST RECEIVED, PER ANNE LONGTON,: [861, 1854, 959, 1872]
- ad-canton-house: [979, 157, 1099, 395]
- list-item: BOOTS, &c.: [865, 862, 905, 871]
- list-item: Superior ditto: [865, 1150, 907, 1159]
- list-item: 1 case Pearl Sago: [992, 217, 1046, 226]
